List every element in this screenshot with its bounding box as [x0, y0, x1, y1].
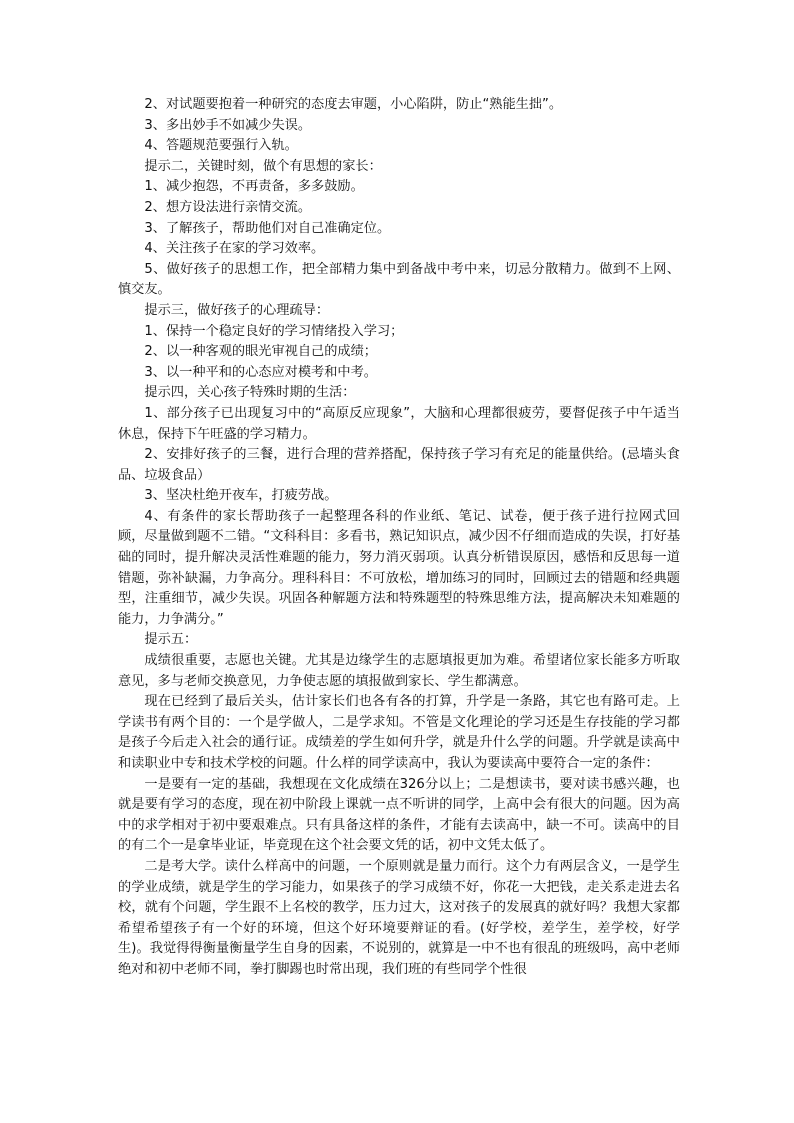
- paragraph: 2、对试题要抱着一种研究的态度去审题，小心陷阱，防止“熟能生拙”。: [144, 97, 563, 112]
- section-heading: 提示三，做好孩子的心理疏导：: [144, 302, 330, 318]
- paragraph: 二是考大学。读什么样高中的问题，一个原则就是量力而行。这个力有两层含义，一是学生的学业成绩，就是学生的学习能力，如果孩子的学习成绩不好，你花一大把钱，走关系走进去名校，就有个问题，学生跟不上名校的教学，压力过大，这对孩子的发展真的就好吗？我想大家都希望希望孩子有一个好的环境，但这个好环境要辩证的看。(好学校，差学生，差学校，好学生)。我觉得得衡量衡量学生自身的因素，不说别的，就算是一中不也有很乱的班级吗，高中老师绝对和初中老师不同，拳打脚踢也时常出现，我们班的有些同学个性很: [118, 858, 680, 977]
- paragraph: 1、保持一个稳定良好的学习情绪投入学习；: [144, 323, 404, 339]
- paragraph: 3、坚决杜绝开夜车，打疲劳战。: [144, 488, 338, 504]
- paragraph: 2、以一种客观的眼光审视自己的成绩；: [144, 344, 377, 360]
- paragraph: 1、减少抱怨，不再责备，多多鼓励。: [144, 179, 364, 195]
- document-body: [118, 95, 680, 981]
- paragraph: 现在已经到了最后关头，估计家长们也各有各的打算，升学是一条路，其它也有路可走。上学读书有两个目的：一个是学做人，二是学求知。不管是文化理论的学习还是生存技能的学习都是孩子今后走入社会的通行证。成绩差的学生如何升学，就是升什么学的问题。升学就是读高中和读职业中专和技术学校的问题。什么样的同学读高中，我认为要读高中要符合一定的条件：: [118, 694, 680, 771]
- paragraph: 2、安排好孩子的三餐，进行合理的营养搭配，保持孩子学习有充足的能量供给。(忌墙头食品、垃圾食品）: [118, 447, 680, 483]
- section-heading: 提示二，关键时刻，做个有思想的家长：: [144, 158, 382, 174]
- paragraph: 成绩很重要，志愿也关键。尤其是边缘学生的志愿填报更加为难。希望诸位家长能多方听取意见，多与老师交换意见，力争使志愿的填报做到家长、学生都满意。: [118, 653, 680, 689]
- paragraph: 2、想方设法进行亲情交流。: [144, 199, 312, 215]
- paragraph: 3、多出妙手不如减少失误。: [144, 117, 312, 133]
- section-heading: 提示四，关心孩子特殊时期的生活：: [144, 385, 356, 401]
- paragraph: 1、部分孩子已出现复习中的“高原反应现象”，大脑和心理都很疲劳，要督促孩子中午适当休息，保持下午旺盛的学习精力。: [118, 405, 680, 442]
- paragraph: 4、有条件的家长帮助孩子一起整理各科的作业纸、笔记、试卷，便于孩子进行拉网式回顾，尽量做到题不二错。“文科科目：多看书，熟记知识点，减少因不仔细而造成的失误，打好基础的同时，提升解决灵活性难题的能力，努力消灭弱项。认真分析错误原因，感悟和反思每一道错题，弥补缺漏，力争高分。理科科目：不可放松，增加练习的同时，回顾过去的错题和经典题型，注重细节，减少失误。巩固各种解题方法和特殊题型的特殊思维方法，提高解决未知难题的能力，力争满分。”: [118, 508, 680, 627]
- paragraph: 3、了解孩子，帮助他们对自己准确定位。: [144, 220, 391, 236]
- section-heading: 提示五：: [144, 632, 198, 648]
- paragraph: 4、关注孩子在家的学习效率。: [144, 241, 325, 257]
- paragraph: 一是要有一定的基础，我想现在文化成绩在326分以上；二是想读书，要对读书感兴趣，也就是要有学习的态度，现在初中阶段上课就一点不听讲的同学，上高中会有很大的问题。因为高中的求学相对于初中要艰难点。只有具备这样的条件，才能有去读高中，缺一不可。读高中的目的有二个一是拿毕业证，毕竟现在这个社会要文凭的话，初中文凭太低了。: [118, 776, 680, 854]
- paragraph: 3、以一种平和的心态应对模考和中考。: [144, 364, 377, 380]
- paragraph: 5、做好孩子的思想工作，把全部精力集中到备战中考中来，切忌分散精力。做到不上网、慎交友。: [118, 261, 680, 298]
- paragraph: 4、答题规范要强行入轨。: [144, 138, 298, 154]
